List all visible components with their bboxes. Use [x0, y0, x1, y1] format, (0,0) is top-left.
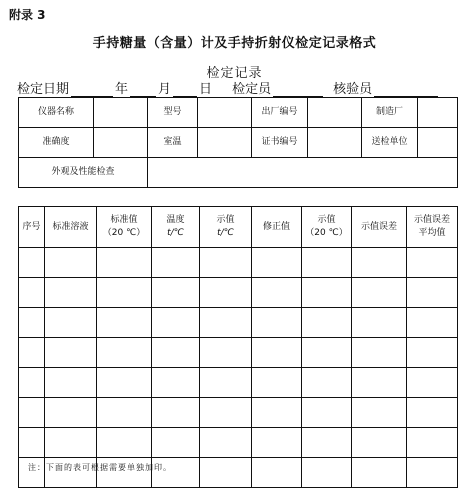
submitting-unit-field [418, 128, 458, 158]
appendix-label: 附录 3 [9, 8, 46, 22]
table-cell [97, 368, 152, 398]
table-row [19, 368, 458, 398]
table-cell [352, 368, 407, 398]
header-reading-20c [302, 207, 352, 248]
table-cell [97, 248, 152, 278]
year-blank [71, 82, 113, 97]
header-line: t/℃ [167, 228, 184, 238]
day-blank [173, 82, 197, 97]
header-standard-solution [45, 207, 97, 248]
header-line: 标准溶液 [52, 221, 89, 232]
inspector-blank [273, 82, 323, 97]
table-cell [352, 248, 407, 278]
header-index [19, 207, 45, 248]
table-row [19, 428, 458, 458]
header-standard-value [97, 207, 152, 248]
table-row [19, 248, 458, 278]
table-cell [407, 428, 458, 458]
header-line: 标准值 [110, 215, 138, 225]
table-row [19, 398, 458, 428]
table-cell [97, 398, 152, 428]
serial-number-label: 出厂编号 [252, 98, 308, 128]
info-row [19, 158, 458, 188]
manufacturer-field [418, 98, 458, 128]
header-reading [200, 207, 252, 248]
table-cell [45, 248, 97, 278]
table-cell [97, 338, 152, 368]
table-cell [200, 428, 252, 458]
table-cell [352, 308, 407, 338]
table-cell [45, 428, 97, 458]
table-cell [302, 428, 352, 458]
instrument-name-label: 仪器名称 [19, 98, 94, 128]
table-cell [97, 428, 152, 458]
header-line: 示值 [317, 215, 336, 225]
certificate-number-label: 证书编号 [252, 128, 308, 158]
header-line: 平均值 [418, 228, 446, 238]
table-cell [19, 338, 45, 368]
inspector-label: 检定员 [232, 82, 272, 97]
table-cell [152, 308, 200, 338]
accuracy-label: 准确度 [19, 128, 94, 158]
table-cell [352, 278, 407, 308]
footnote: 注：下面的表可根据需要单独加印。 [28, 463, 172, 472]
appearance-check-field [148, 158, 458, 188]
info-table [18, 97, 458, 188]
table-cell [152, 428, 200, 458]
table-cell [19, 278, 45, 308]
table-cell [352, 398, 407, 428]
table-cell [407, 248, 458, 278]
table-cell [200, 248, 252, 278]
month-blank [130, 82, 156, 97]
instrument-name-field [94, 98, 148, 128]
info-row [19, 128, 458, 158]
table-cell [302, 248, 352, 278]
table-cell [407, 308, 458, 338]
table-cell [407, 338, 458, 368]
table-cell [407, 278, 458, 308]
table-cell [97, 308, 152, 338]
year-label: 年 [115, 82, 129, 97]
table-cell [45, 338, 97, 368]
record-title: 检定记录 [206, 66, 263, 81]
table-cell [152, 338, 200, 368]
measurement-header-row [19, 207, 458, 248]
table-cell [200, 338, 252, 368]
table-cell [302, 398, 352, 428]
table-cell [19, 428, 45, 458]
table-cell [19, 368, 45, 398]
table-cell [302, 458, 352, 488]
measurement-table [18, 206, 458, 488]
table-cell [352, 428, 407, 458]
header-reading-error [352, 207, 407, 248]
serial-number-field [308, 98, 362, 128]
verifier-label: 核验员 [333, 82, 373, 97]
table-cell [152, 398, 200, 428]
header-error-average [407, 207, 458, 248]
table-cell [252, 398, 302, 428]
table-cell [97, 278, 152, 308]
table-cell [302, 338, 352, 368]
room-temp-label: 室温 [148, 128, 198, 158]
table-cell [302, 308, 352, 338]
table-cell [302, 368, 352, 398]
submitting-unit-label: 送检单位 [362, 128, 418, 158]
table-cell [152, 248, 200, 278]
table-cell [252, 338, 302, 368]
header-line: 示值 [216, 215, 235, 225]
table-cell [200, 278, 252, 308]
table-cell [45, 398, 97, 428]
table-cell [407, 398, 458, 428]
table-row [19, 308, 458, 338]
table-cell [302, 278, 352, 308]
month-label: 月 [158, 82, 172, 97]
table-cell [252, 248, 302, 278]
manufacturer-label: 制造厂 [362, 98, 418, 128]
header-line: （20 ℃） [305, 228, 348, 238]
table-cell [200, 308, 252, 338]
date-label: 检定日期 [17, 82, 70, 97]
table-cell [19, 398, 45, 428]
table-cell [200, 368, 252, 398]
table-cell [152, 368, 200, 398]
header-line: 温度 [166, 215, 185, 225]
table-cell [45, 368, 97, 398]
certificate-number-field [308, 128, 362, 158]
model-label: 型号 [148, 98, 198, 128]
header-line: 示值误差 [413, 215, 450, 225]
table-cell [19, 308, 45, 338]
table-cell [252, 458, 302, 488]
day-label: 日 [199, 82, 213, 97]
accuracy-field [94, 128, 148, 158]
table-cell [45, 278, 97, 308]
room-temp-field [198, 128, 252, 158]
table-cell [45, 308, 97, 338]
table-cell [19, 248, 45, 278]
model-field [198, 98, 252, 128]
table-cell [252, 428, 302, 458]
header-line: （20 ℃） [102, 228, 146, 238]
appearance-check-label: 外观及性能检查 [19, 158, 148, 188]
table-cell [200, 458, 252, 488]
verifier-blank [374, 82, 438, 97]
table-row [19, 338, 458, 368]
table-cell [152, 278, 200, 308]
table-cell [252, 308, 302, 338]
header-line: 序号 [22, 221, 41, 232]
date-line [17, 78, 440, 97]
table-cell [252, 368, 302, 398]
table-cell [352, 458, 407, 488]
table-cell [407, 368, 458, 398]
table-cell [252, 278, 302, 308]
header-line: t/℃ [217, 228, 234, 238]
table-cell [352, 338, 407, 368]
header-line: 示值误差 [360, 221, 397, 232]
header-line: 修正值 [262, 221, 290, 232]
table-row [19, 278, 458, 308]
header-temperature [152, 207, 200, 248]
table-cell [407, 458, 458, 488]
table-cell [200, 398, 252, 428]
header-correction [252, 207, 302, 248]
document-title: 手持糖量（含量）计及手持折射仪检定记录格式 [92, 36, 377, 51]
info-row [19, 98, 458, 128]
